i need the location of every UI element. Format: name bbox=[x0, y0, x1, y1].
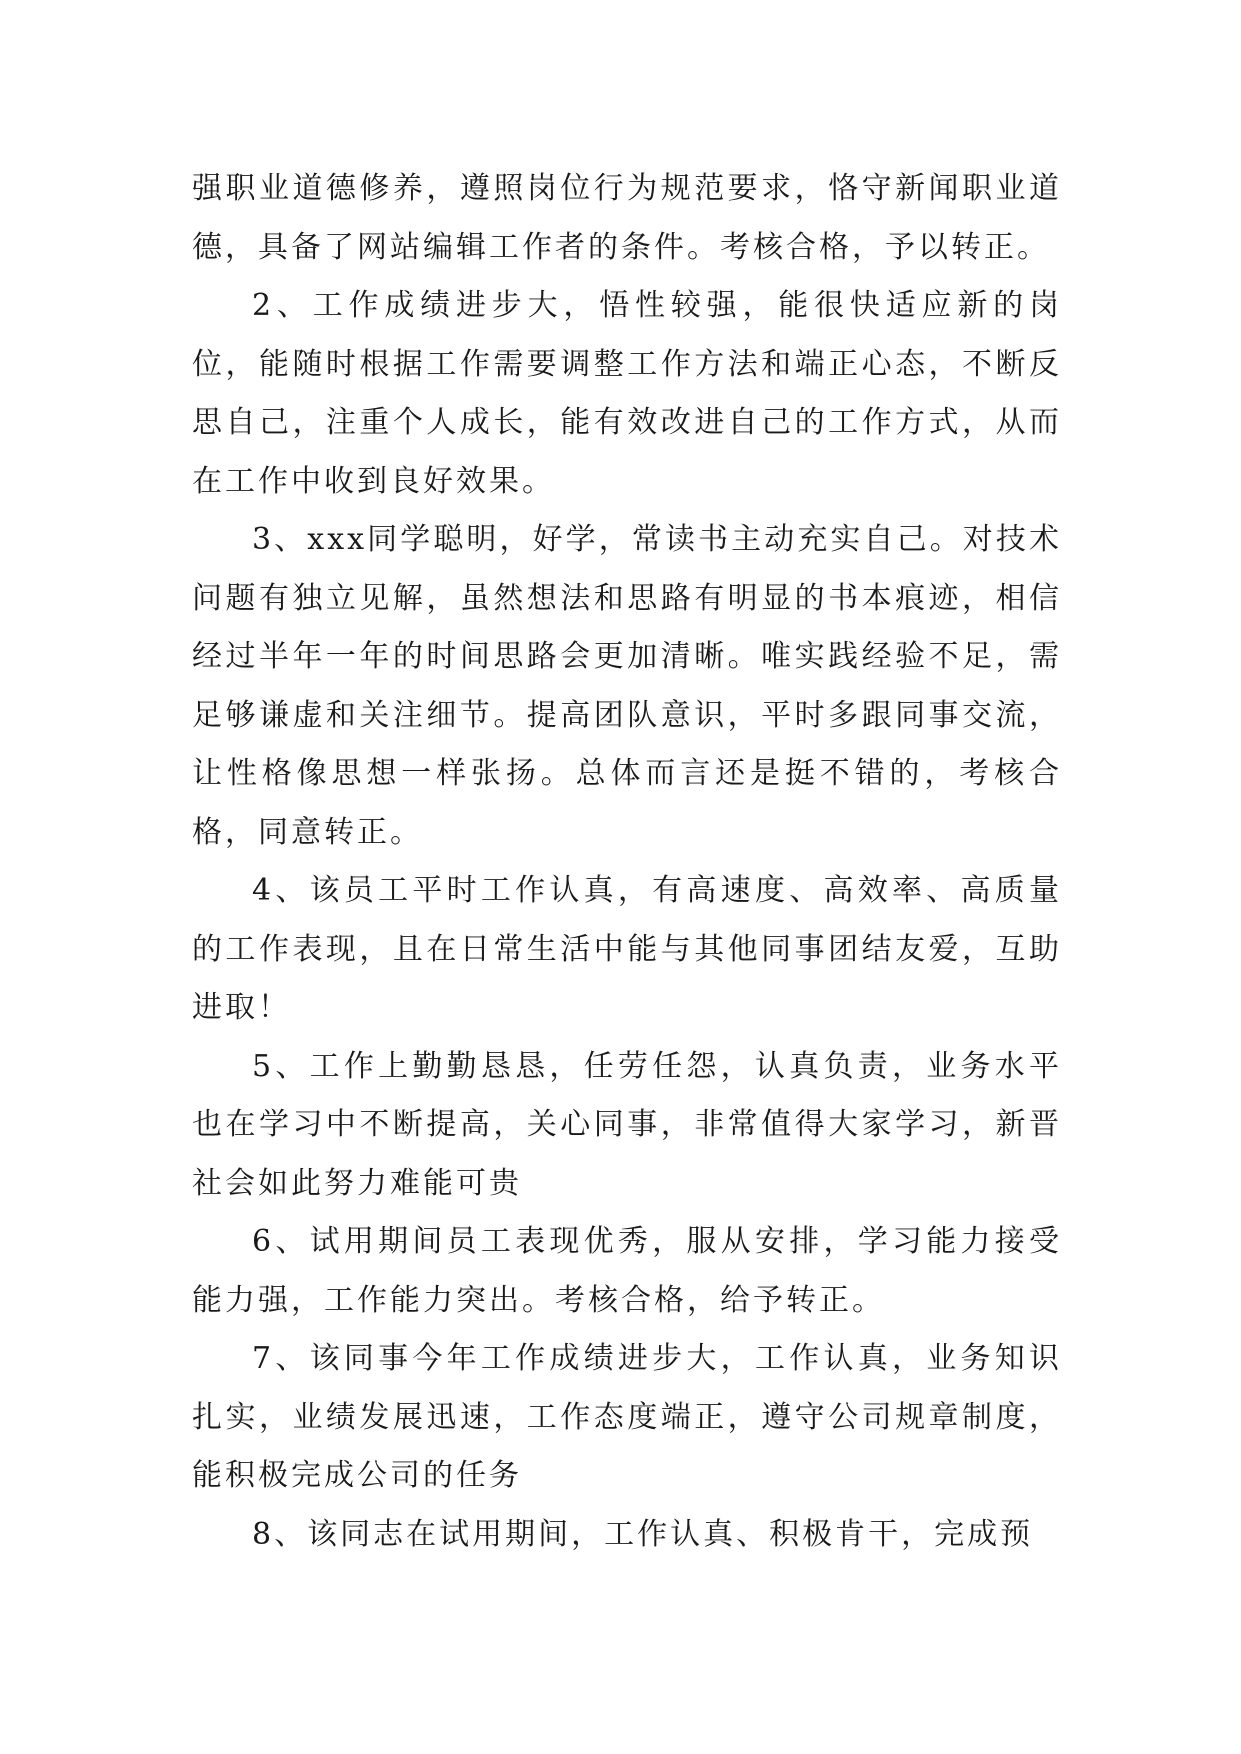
paragraph-7: 7、该同事今年工作成绩进步大，工作认真，业务知识扎实，业绩发展迅速，工作态度端正，遵守公司规章制度，能积极完成公司的任务 bbox=[192, 1341, 1062, 1493]
document-body bbox=[192, 160, 1062, 1564]
paragraph-2: 2、工作成绩进步大，悟性较强，能很快适应新的岗位，能随时根据工作需要调整工作方法和端正心态，不断反思自己，注重个人成长，能有效改进自己的工作方式，从而在工作中收到良好效果。 bbox=[192, 288, 1062, 499]
paragraph-4: 4、该员工平时工作认真，有高速度、高效率、高质量的工作表现，且在日常生活中能与其他同事团结友爱，互助进取！ bbox=[192, 873, 1062, 1025]
paragraph-6: 6、试用期间员工表现优秀，服从安排，学习能力接受能力强，工作能力突出。考核合格，给予转正。 bbox=[192, 1224, 1062, 1318]
paragraph-1-continuation: 强职业道德修养，遵照岗位行为规范要求，恪守新闻职业道德，具备了网站编辑工作者的条件。考核合格，予以转正。 bbox=[192, 171, 1062, 265]
paragraph-5: 5、工作上勤勤恳恳，任劳任怨，认真负责，业务水平也在学习中不断提高，关心同事，非常值得大家学习，新晋社会如此努力难能可贵 bbox=[192, 1048, 1062, 1201]
paragraph-3: 3、xxx同学聪明，好学，常读书主动充实自己。对技术问题有独立见解，虽然想法和思路有明显的书本痕迹，相信经过半年一年的时间思路会更加清晰。唯实践经验不足，需足够谦虚和关注细节。提高团队意识，平时多跟同事交流，让性格像思想一样张扬。总体而言还是挺不错的，考核合格，同意转正。 bbox=[192, 522, 1062, 850]
paragraph-8: 8、该同志在试用期间，工作认真、积极肯干，完成预 bbox=[252, 1516, 1034, 1552]
